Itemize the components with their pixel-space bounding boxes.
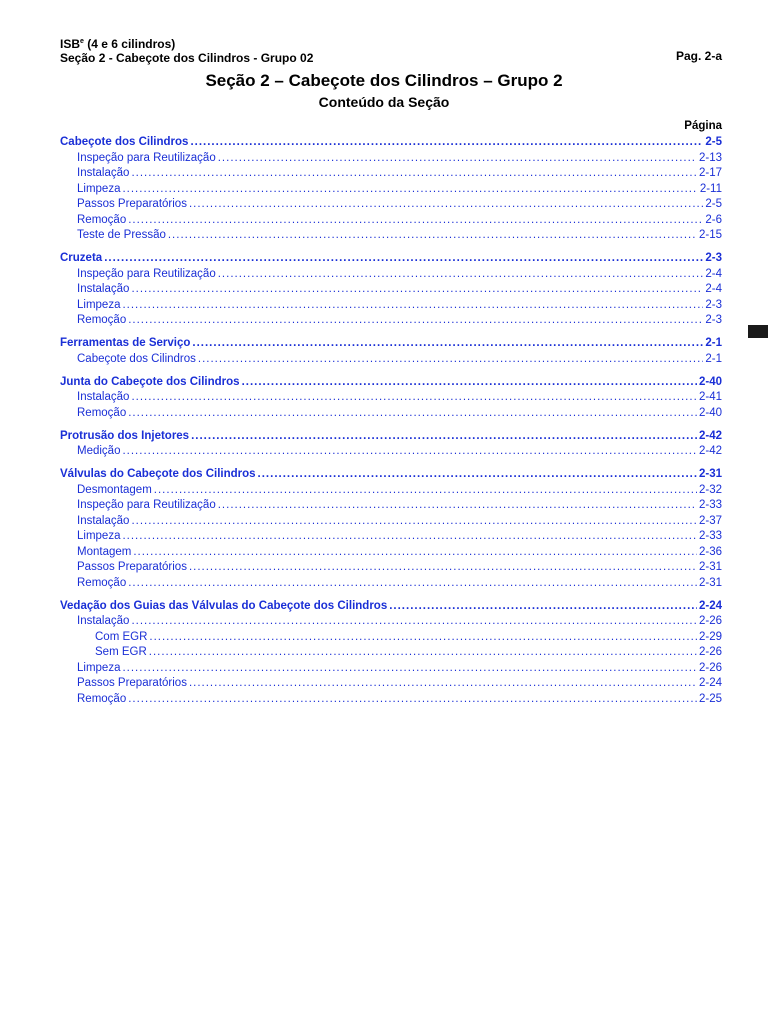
toc-entry-title: Inspeção para Reutilização [77,151,216,164]
dot-leader [133,545,697,561]
toc-entry-title: Limpeza [77,182,121,195]
toc-entry-page: 2-31 [698,468,722,480]
toc-entry-page: 2-29 [698,630,722,643]
dot-leader [128,313,703,329]
toc-entry-page: 2-5 [705,198,722,210]
toc-entry-page: 2-6 [705,213,722,226]
dot-leader [191,429,697,445]
section-thumb-tab [748,325,768,338]
dot-leader [122,182,697,198]
toc-section-entry[interactable] [60,429,722,445]
toc-entry[interactable] [60,529,722,545]
toc-entry-title: Cabeçote dos Cilindros [60,136,189,148]
toc-entry[interactable] [60,560,722,576]
dot-leader [122,444,697,460]
dot-leader [218,498,697,514]
toc-section-entry[interactable] [60,375,722,391]
toc-entry-title: Inspeção para Reutilização [77,267,216,280]
toc-entry[interactable] [60,182,722,198]
section-gap [60,591,722,599]
dot-leader [218,267,704,283]
toc-entry-page: 2-32 [698,483,722,496]
dot-leader [242,375,697,391]
dot-leader [131,282,703,298]
toc-entry[interactable] [60,313,722,329]
dot-leader [218,151,697,167]
toc-entry-title: Ferramentas de Serviço [60,337,191,349]
dot-leader [131,390,697,406]
toc-entry-page: 2-25 [698,692,722,705]
toc-entry-title: Limpeza [77,298,121,311]
dot-leader [131,514,697,530]
toc-entry-page: 2-41 [698,391,722,403]
toc-entry-page: 2-11 [699,182,722,195]
toc-entry-title: Instalação [77,283,130,295]
toc-entry[interactable] [60,228,722,244]
toc-entry-title: Cabeçote dos Cilindros [77,352,196,365]
toc-entry-page: 2-31 [698,561,722,573]
toc-entry-title: Instalação [77,391,130,403]
dot-leader [104,251,703,267]
dot-leader [149,645,697,661]
toc-entry[interactable] [60,514,722,530]
toc-entry[interactable] [60,390,722,406]
toc-entry-page: 2-37 [698,514,722,527]
toc-entry-title: Instalação [77,514,130,527]
toc-entry-title: Limpeza [77,530,121,542]
dot-leader [190,135,703,151]
toc-entry[interactable] [60,645,722,661]
toc-entry-page: 2-4 [705,267,722,280]
dot-leader [122,298,703,314]
toc-entry-page: 2-33 [698,530,722,542]
toc-entry-title: Remoção [77,406,127,419]
document-header [60,35,313,65]
toc-entry[interactable] [60,545,722,561]
toc-entry-page: 2-4 [705,283,722,295]
toc-entry-title: Sem EGR [95,646,147,658]
toc-entry-page: 2-24 [698,677,722,689]
model-superscript: e [80,38,84,45]
dot-leader [128,692,697,708]
section-gap [60,244,722,252]
dot-leader [258,467,697,483]
dot-leader [189,676,697,692]
page-title: Seção 2 – Cabeçote dos Cilindros – Grupo 2 [205,71,563,90]
toc-entry-title: Inspeção para Reutilização [77,499,216,511]
dot-leader [122,529,697,545]
toc-entry[interactable] [60,197,722,213]
toc-entry-page: 2-36 [698,545,722,558]
section-gap [60,329,722,337]
toc-entry-page: 2-42 [698,429,722,442]
toc-entry-title: Desmontagem [77,483,152,496]
toc-entry-title: Instalação [77,615,130,627]
toc-entry-title: Protrusão dos Injetores [60,429,190,442]
toc-entry-title: Remoção [77,213,127,226]
dot-leader [128,576,697,592]
toc-entry-page: 2-40 [698,375,722,388]
toc-entry-page: 2-3 [705,298,722,311]
page-subtitle: Conteúdo da Seção [318,94,450,110]
toc-entry-title: Junta do Cabeçote dos Cilindros [60,375,240,388]
dot-leader [122,661,697,677]
section-gap [60,367,722,375]
section-gap [60,421,722,429]
toc-entry[interactable] [60,213,722,229]
toc-entry-page: 2-42 [698,445,722,457]
toc-entry-page: 2-3 [705,314,722,326]
toc-entry-page: 2-31 [698,576,722,589]
toc-entry-title: Instalação [77,167,130,179]
toc-entry[interactable] [60,576,722,592]
toc-entry-title: Válvulas do Cabeçote dos Cilindros [60,468,256,480]
toc-entry-page: 2-1 [705,352,722,365]
dot-leader [168,228,697,244]
dot-leader [149,630,697,646]
model-name: ISB [60,37,81,51]
toc-entry[interactable] [60,151,722,167]
toc-entry-page: 2-40 [698,406,722,419]
table-of-contents [60,135,722,707]
model-cylinders: (4 e 6 cilindros) [83,37,176,51]
toc-section-entry[interactable] [60,599,722,615]
dot-leader [189,197,703,213]
toc-entry-page: 2-5 [705,136,722,148]
toc-entry-page: 2-26 [698,646,722,658]
toc-entry-page: 2-26 [698,661,722,674]
toc-entry[interactable] [60,661,722,677]
toc-entry[interactable] [60,483,722,499]
toc-entry-page: 2-26 [698,615,722,627]
toc-entry-page: 2-1 [705,337,722,349]
dot-leader [131,614,697,630]
toc-entry[interactable] [60,630,722,646]
toc-entry-title: Vedação dos Guias das Válvulas do Cabeçote dos Cilindros [60,599,388,612]
toc-entry[interactable] [60,406,722,422]
toc-entry-page: 2-13 [698,151,722,164]
dot-leader [189,560,697,576]
toc-entry-page: 2-15 [698,229,722,241]
toc-entry[interactable] [60,352,722,368]
toc-entry-title: Com EGR [95,630,148,643]
toc-entry-title: Remoção [77,576,127,589]
toc-entry[interactable] [60,692,722,708]
toc-entry-title: Remoção [77,692,127,705]
section-line: Seção 2 - Cabeçote dos Cilindros - Grupo 02 [60,51,314,65]
toc-entry[interactable] [60,267,722,283]
toc-entry-title: Cruzeta [60,252,103,264]
toc-entry-title: Teste de Pressão [77,229,166,241]
toc-entry-title: Remoção [77,314,127,326]
toc-entry-title: Passos Preparatórios [77,561,187,573]
toc-section-entry[interactable] [60,135,722,151]
dot-leader [198,352,703,368]
dot-leader [192,336,703,352]
page-number: Pag. 2-a [675,49,722,63]
toc-section-entry[interactable] [60,467,722,483]
toc-entry-title: Passos Preparatórios [77,198,187,210]
toc-entry[interactable] [60,498,722,514]
page-column-header: Página [684,120,722,132]
toc-entry[interactable] [60,614,722,630]
toc-entry-title: Limpeza [77,661,121,674]
toc-entry-page: 2-24 [698,599,722,612]
dot-leader [389,599,697,615]
toc-entry[interactable] [60,298,722,314]
dot-leader [128,406,697,422]
dot-leader [154,483,697,499]
model-line [60,35,313,51]
toc-entry[interactable] [60,166,722,182]
dot-leader [131,166,697,182]
toc-entry-page: 2-33 [698,499,722,511]
section-gap [60,460,722,468]
toc-entry-title: Passos Preparatórios [77,677,187,689]
toc-entry[interactable] [60,444,722,460]
toc-entry-title: Montagem [77,545,132,558]
toc-entry[interactable] [60,676,722,692]
toc-entry-title: Medição [77,445,121,457]
toc-entry-page: 2-17 [698,167,722,179]
dot-leader [128,213,703,229]
toc-entry[interactable] [60,282,722,298]
toc-entry-page: 2-3 [705,252,722,264]
toc-section-entry[interactable] [60,336,722,352]
toc-section-entry[interactable] [60,251,722,267]
